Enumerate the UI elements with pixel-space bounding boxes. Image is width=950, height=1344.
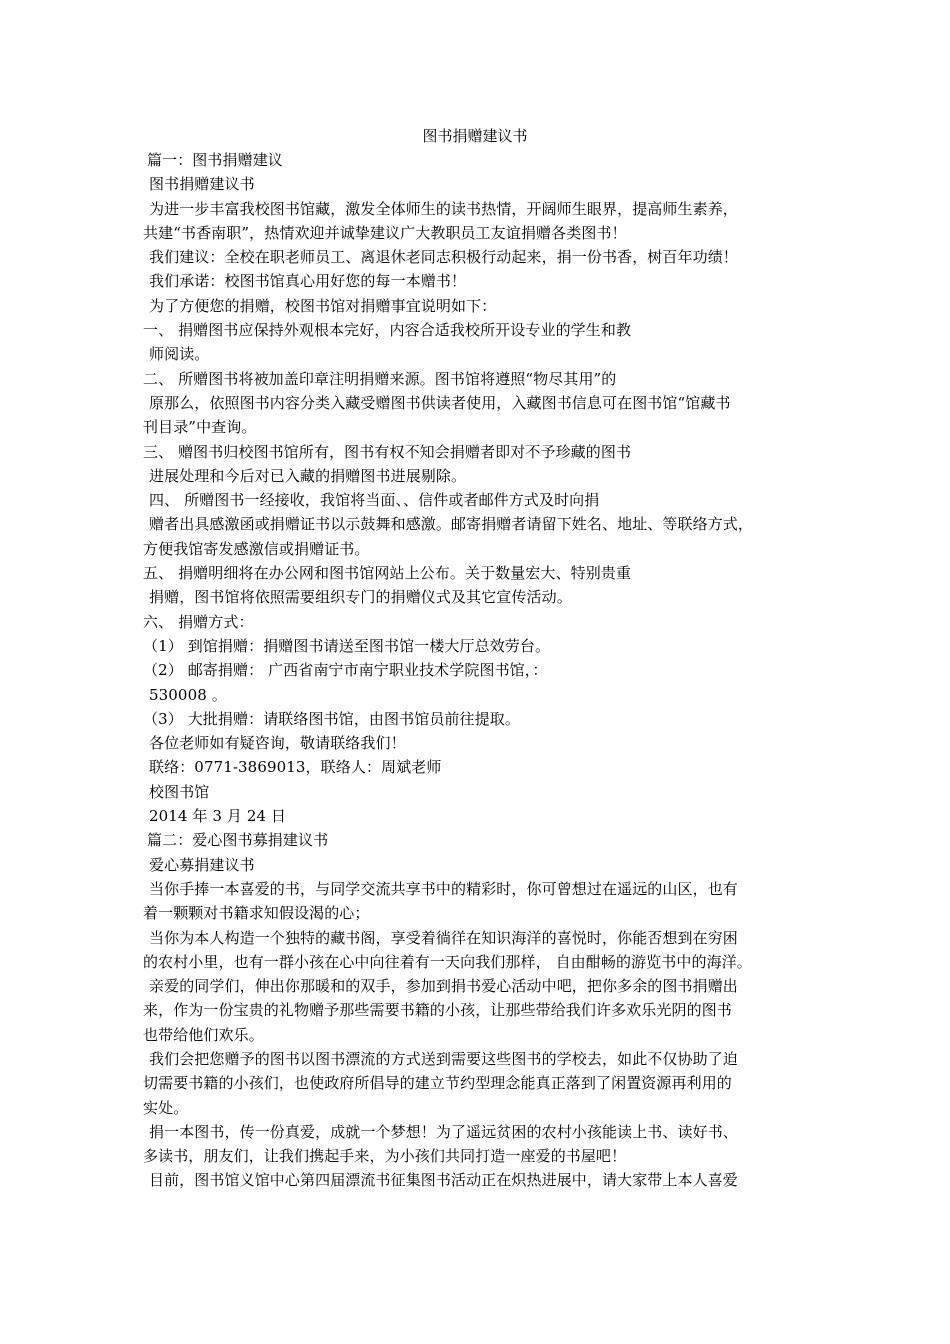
section-heading: 篇二：爱心图书募捐建议书 [147, 831, 329, 850]
paragraph-line: 也带给他们欢乐。 [143, 1025, 264, 1044]
paragraph-line: 捐赠，图书馆将依照需要组织专门的捐赠仪式及其它宣传活动。 [149, 588, 572, 607]
paragraph-line: 目前，图书馆义馆中心第四届漂流书征集图书活动正在炽热进展中，请大家带上本人喜爱 [149, 1171, 738, 1190]
paragraph-line: （1） 到馆捐赠：捐赠图书请送至图书馆一楼大厅总效劳台。 [143, 636, 551, 655]
paragraph-line: 联络：0771-3869013，联络人：周斌老师 [149, 758, 442, 777]
paragraph-line: 捐一本图书，传一份真爱，成就一个梦想！为了遥远贫困的农村小孩能读上书、读好书、 [149, 1122, 738, 1141]
paragraph-line: 六、 捐赠方式： [143, 612, 254, 631]
paragraph-line: 四、 所赠图书一经接收，我馆将当面、、信件或者邮件方式及时向捐 [149, 491, 600, 510]
paragraph-line: （3） 大批捐赠：请联络图书馆，由图书馆员前往提取。 [143, 709, 520, 728]
paragraph-line: 来，作为一份宝贵的礼物赠予那些需要书籍的小孩，让那些带给我们许多欢乐光阴的图书 [143, 1001, 732, 1020]
paragraph-line: 我们承诺：校图书馆真心用好您的每一本赠书！ [149, 272, 467, 291]
paragraph-line: 实处。 [143, 1098, 189, 1117]
paragraph-line: （2） 邮寄捐赠： 广西省南宁市南宁职业技术学院图书馆，： [143, 661, 548, 680]
paragraph-line: 各位老师如有疑咨询，敬请联络我们！ [149, 734, 406, 753]
paragraph-line: 2014 年 3 月 24 日 [149, 807, 287, 826]
paragraph-line: 为进一步丰富我校图书馆藏，激发全体师生的读书热情，开阔师生眼界，提高师生素养， [149, 199, 738, 218]
paragraph-line: 亲爱的同学们，伸出你那暖和的双手，参加到捐书爱心活动中吧，把你多余的图书捐赠出 [149, 977, 738, 996]
paragraph-line: 为了方便您的捐赠，校图书馆对捐赠事宜说明如下： [149, 296, 497, 315]
paragraph-line: 二、 所赠图书将被加盖印章注明捐赠来源。图书馆将遵照“物尽其用”的 [143, 369, 617, 388]
paragraph-line: 我们会把您赠予的图书以图书漂流的方式送到需要这些图书的学校去，如此不仅协助了迫 [149, 1049, 738, 1068]
paragraph-line: 着一颗颗对书籍求知假设渴的心； [143, 904, 370, 923]
paragraph-line: 当你为本人构造一个独特的藏书阁，享受着徜徉在知识海洋的喜悦时，你能否想到在穷困 [149, 928, 738, 947]
paragraph-line: 我们建议：全校在职老师员工、离退休老同志积极行动起来，捐一份书香，树百年功绩！ [149, 248, 738, 267]
paragraph-line: 五、 捐赠明细将在办公网和图书馆网站上公布。关于数量宏大、特别贵重 [143, 564, 632, 583]
paragraph-line: 当你手捧一本喜爱的书，与同学交流共享书中的精彩时，你可曾想过在遥远的山区，也有 [149, 879, 738, 898]
paragraph-line: 共建“书香南职”，热情欢迎并诚挚建议广大教职员工友谊捐赠各类图书！ [143, 223, 627, 242]
paragraph-line: 刊目录”中查询。 [143, 418, 257, 437]
paragraph-line: 进展处理和今后对已入藏的捐赠图书进展剔除。 [149, 466, 467, 485]
paragraph-line: 校图书馆 [149, 782, 210, 801]
paragraph-line: 图书捐赠建议书 [149, 175, 255, 194]
paragraph-line: 原那么，依照图书内容分类入藏受赠图书供读者使用，入藏图书信息可在图书馆“馆藏书 [149, 393, 731, 412]
paragraph-line: 师阅读。 [149, 345, 210, 364]
paragraph-line: 赠者出具感激函或捐赠证书以示鼓舞和感激。邮寄捐赠者请留下姓名、地址、等联络方式， [149, 515, 754, 534]
paragraph-line: 三、 赠图书归校图书馆所有，图书有权不知会捐赠者即对不予珍藏的图书 [143, 442, 632, 461]
section-heading: 篇一：图书捐赠建议 [147, 151, 283, 169]
paragraph-line: 的农村小里，也有一群小孩在心中向往着有一天向我们那样， 自由酣畅的游览书中的海洋。 [143, 952, 752, 971]
paragraph-line: 爱心募捐建议书 [149, 855, 255, 874]
paragraph-line: 多读书，朋友们，让我们携起手来，为小孩们共同打造一座爱的书屋吧！ [143, 1147, 627, 1166]
paragraph-line: 切需要书籍的小孩们，也使政府所倡导的建立节约型理念能真正落到了闲置资源再利用的 [143, 1074, 732, 1093]
paragraph-line: 一、 捐赠图书应保持外观根本完好，内容合适我校所开设专业的学生和教 [143, 321, 632, 340]
document-body [143, 148, 833, 1193]
paragraph-line: 530008 。 [149, 685, 227, 704]
paragraph-line: 方便我馆寄发感激信或捐赠证书。 [143, 539, 370, 558]
document-title: 图书捐赠建议书 [422, 127, 528, 145]
